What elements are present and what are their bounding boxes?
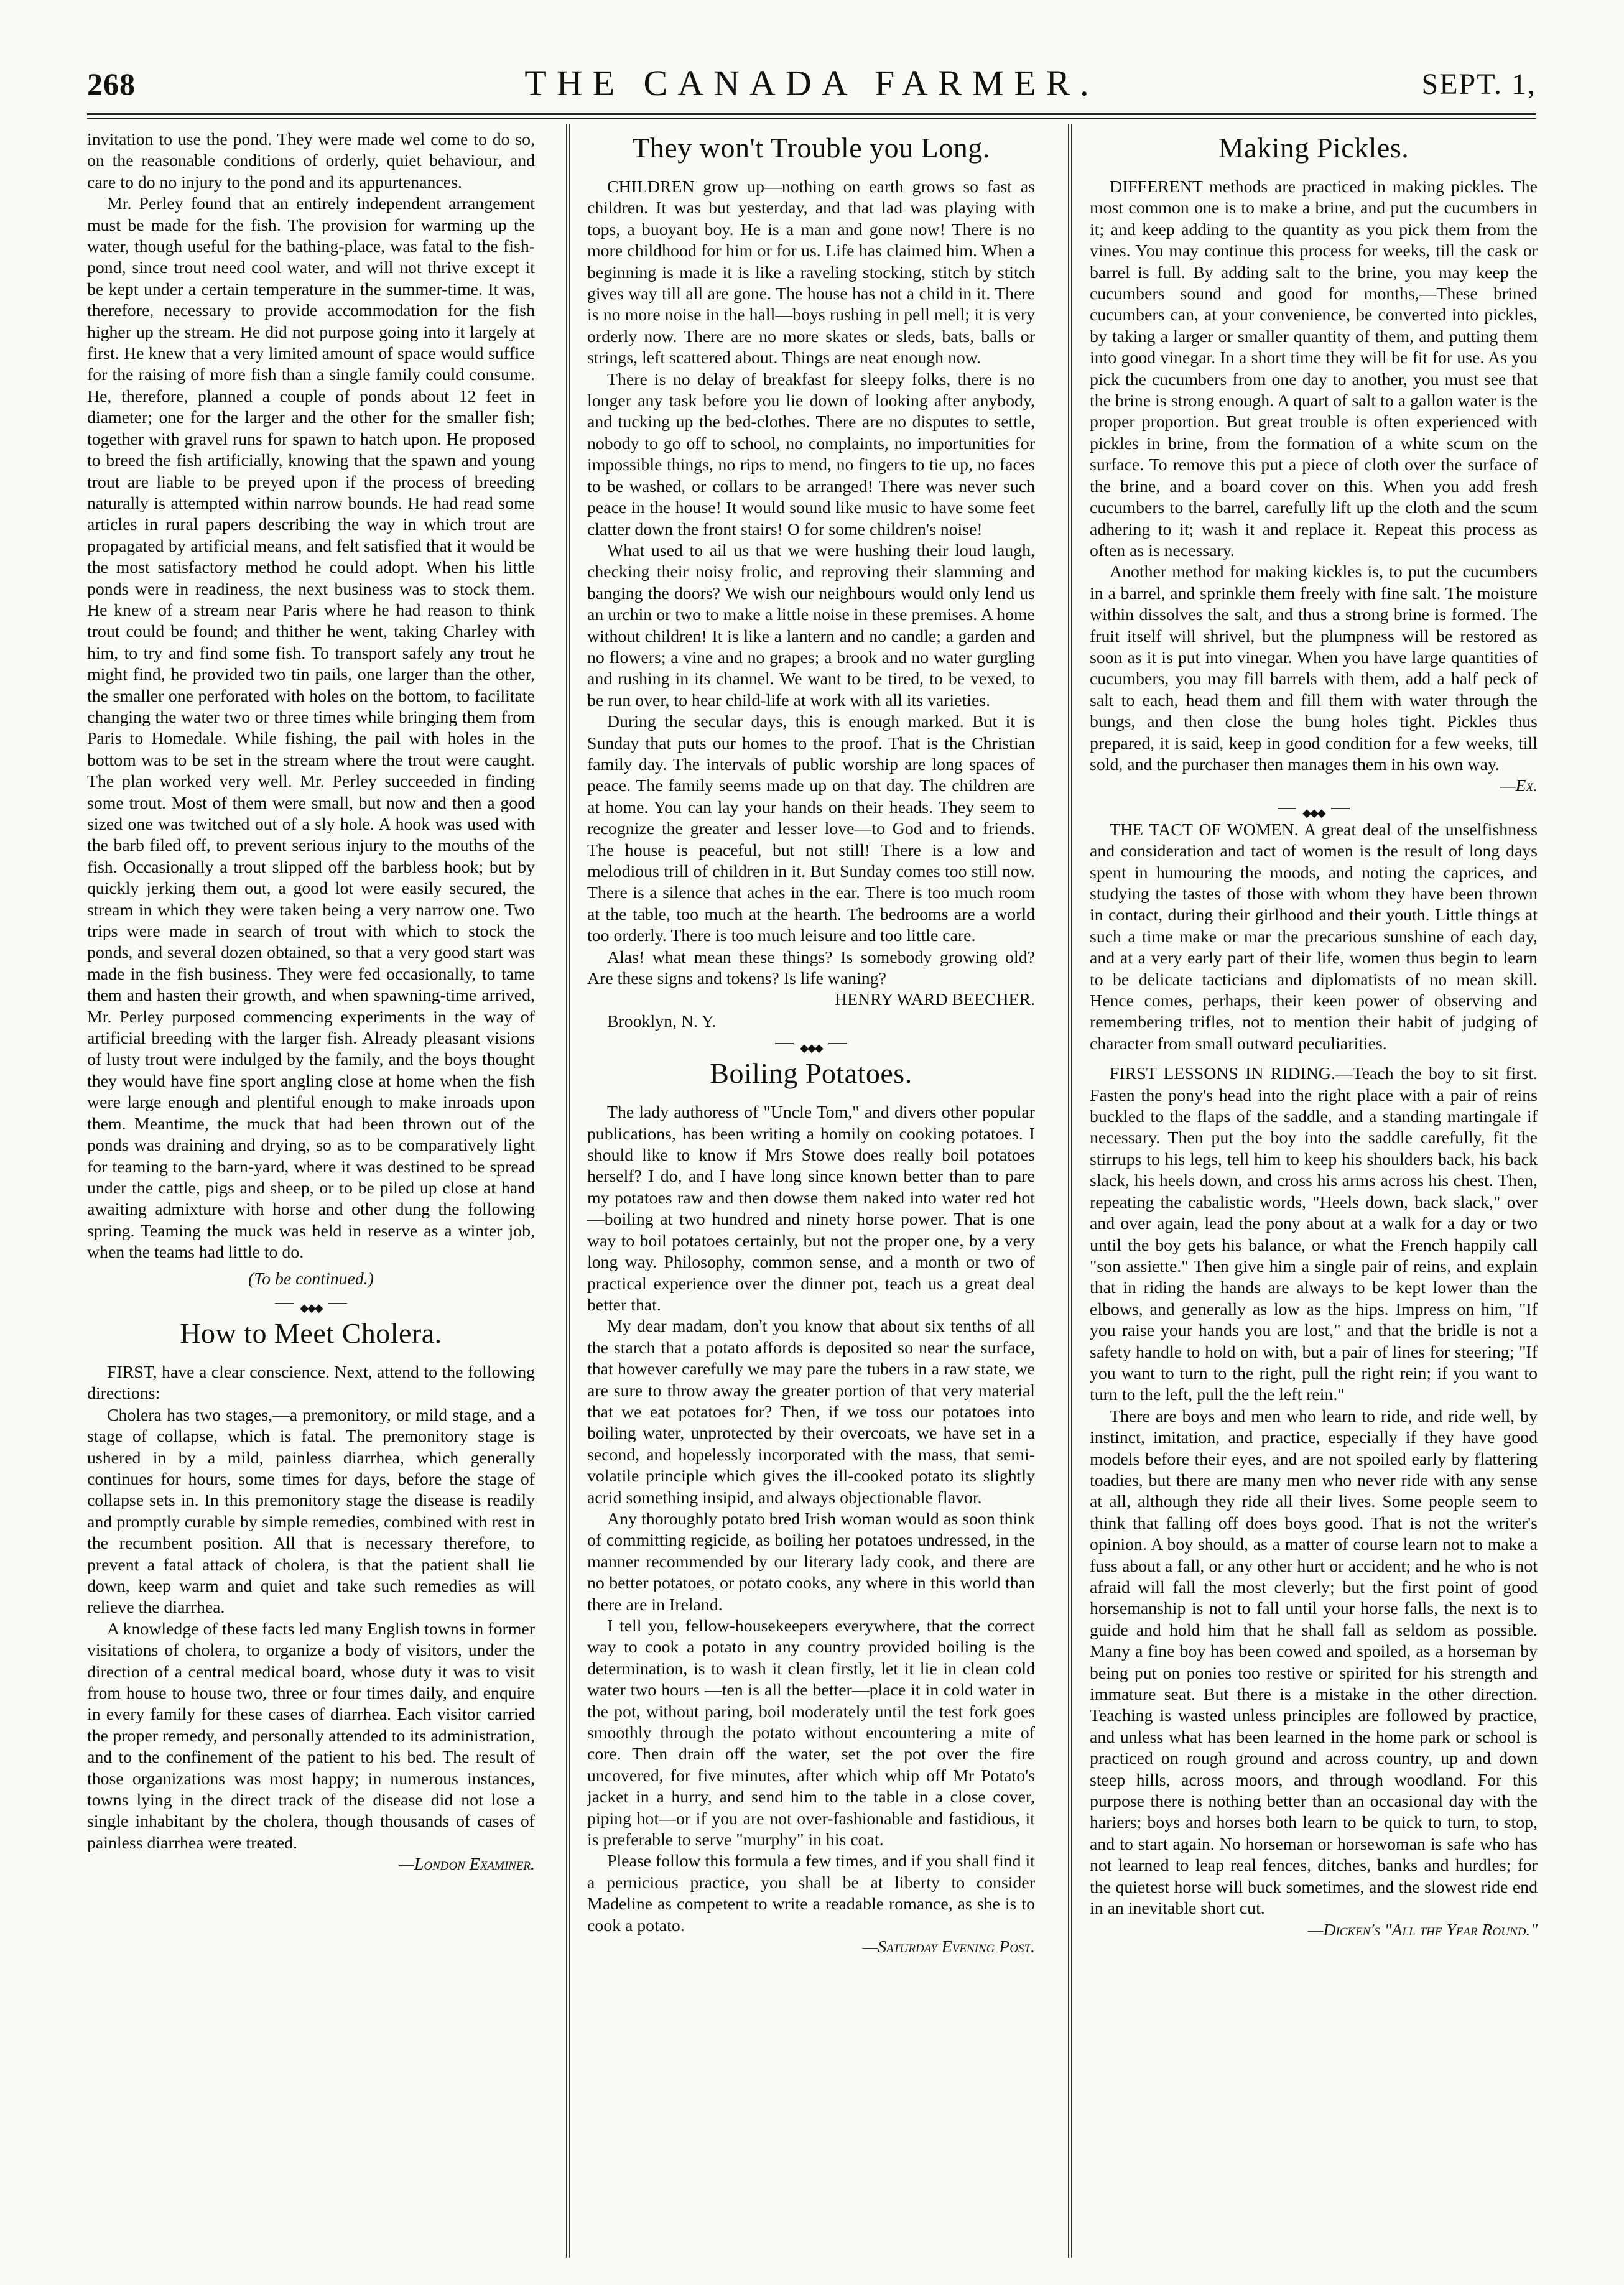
ornament-divider: ◆◆◆ — [87, 1296, 535, 1311]
article-paragraph: CHILDREN grow up—nothing on earth grows so fast as children. It was but yesterday, and that lad was playing with tops, a buoyant boy. He is a man and gone now! There is no more childhood for him or for us. Life has claimed him. When a beginning is made it is like a raveling stocking, stitch by stitch gives way till all are gone. The house has not a child in it. There is no more noise in the hall—boys rushing in pell mell; it is very orderly now. There are no more skates or sleds, bats, balls or strings, left scattered about. Things are neat enough now. — [587, 177, 1035, 368]
column-1 — [87, 129, 535, 1876]
article-paragraph: I tell you, fellow-housekeepers everywhere, that the correct way to cook a potato in any country provided boiling is the determination, is to wash it clean firstly, let it lie in clean cold water two hours —ten is all the better—place it in cold water in the pot, without paring, boil moderately until the test fork goes smoothly through the potato without encountering a mite of core. Then drain off the water, set the pot over the fire uncovered, for five minutes, after which whip off Mr Potato's jacket in a hurry, and send him to the table in a close cover, piping hot—or if you are not over-fashionable and fastidious, it is preferable to serve "murphy" in his coat. — [587, 1616, 1035, 1850]
article-paragraph — [1090, 1064, 1538, 1406]
article-paragraph: Another method for making kickles is, to put the cucumbers in a barrel, and sprinkle them freely with fine salt. The moisture within dissolves the salt, and thus a strong brine is formed. The fruit itself will shrivel, but the plumpness will be restored as soon as it is put into vinegar. When you have large quantities of cucumbers, you may fill barrels with them, add a half peck of salt to each, head them and fill them with water through the bungs, and then close the bung holes tight. Pickles thus prepared, it is said, keep in good condition for a few weeks, till sold, and the purchaser then manages them in his own way. — [1090, 562, 1538, 774]
article-paragraph: Cholera has two stages,—a premonitory, or mild stage, and a stage of collapse, which is fatal. The premonitory stage is ushered in by a mild, painless diarrhea, which generally continues for hours, some times for days, before the stage of collapse sets in. In this premonitory stage the disease is readily and promptly curable by simple remedies, combined with rest in the recumbent position. All that is necessary therefore, to prevent a fatal attack of cholera, is that the patient shall lie down, keep warm and quiet and take such remedies as will relieve the diarrhea. — [87, 1405, 535, 1618]
newspaper-title: THE CANADA FARMER. — [524, 63, 1099, 103]
article-source: —Ex. — [1500, 776, 1538, 796]
heading-pickles: Making Pickles. — [1218, 132, 1409, 164]
article-paragraph: There are boys and men who learn to ride, and ride well, by instinct, imitation, and practice, especially if they have good models before their eyes, and are not spoiled early by flattering toadies, but there are many men who never ride with any sense at all, although they ride all their lives. Some people seem to think that falling off does boys good. That is not the writer's opinion. A boy should, as a matter of course learn not to make a fuss about a fall, or any other hurt or accident; and he who is not afraid will fall the most cleverly; but the first point of good horsemanship is not to fall until your horse falls, the next is to guide and hold him that he shall fall as seldom as possible. Many a fine boy has been cowed and spoiled, as a horseman by being put on ponies too restive or spirited for his strength and immature seat. But there is a mistake in the other direction. Teaching is wasted unless principles are followed by practice, and unless what has been learned in the home park or school is practiced on rough ground and across country, up and down steep hills, across moors, and through woodland. For this purpose there is nothing better than an occasional day with the hariers; boys and horses both learn to be quick to turn, to stop, and to start again. No horseman or horsewoman is safe who has not learned to leap real fences, ditches, banks and hurdles; for the quietest horse will buck sometimes, and the slowest ride end in an inevitable short cut. — [1090, 1406, 1538, 1919]
tact-text: A great deal of the unselfishness and consideration and tact of women is the result of long days spent in humouring the moods, and noting the caprices, and studying the tastes of those with whom they have been thrown in contact, during their girlhood and their youth. Little things at such a time make or mar the precarious sunshine of each day, and at a very early part of their life, women thus begin to learn to be delicate tacticians and diplomatists of no mean skill. Hence comes, perhaps, their keen power of observing and remembering trifles, not to mention their habit of judging of character from small outward peculiarities. — [1090, 820, 1538, 1054]
article-paragraph: There is no delay of breakfast for sleepy folks, there is no longer any task before you lie down of looking after anybody, and tucking up the bed-clothes. There are no disputes to settle, nobody to go off to school, no complaints, no importunities for impossible things, no rips to mend, no fingers to tie up, no faces to be washed, or collars to be arranged! There was never such peace in the house! It would sound like music to have some feet clatter down the front stairs! O for some children's noise! — [587, 369, 1035, 539]
continued-note: (To be continued.) — [248, 1269, 374, 1289]
author-signature: HENRY WARD BEECHER. — [835, 990, 1035, 1010]
article-paragraph: A knowledge of these facts led many English towns in former visitations of cholera, to organize a body of visitors, under the direction of a central medical board, whose duty it was to visit from house to house two, three or four times daily, and enquire in every family for these cases of diarrhea. Each visitor carried the proper remedy, and personally attended to its administration, and to the confinement of the patient to his bed. The result of those organizations was most happy; in numerous instances, towns lying in the direct track of the disease did not lose a single inhabitant by the cholera, though thousands of cases of painless diarrhea were treated. — [87, 1619, 535, 1853]
column-3 — [1090, 129, 1538, 1941]
ornament-divider: ◆◆◆ — [587, 1036, 1035, 1051]
article-paragraph: The lady authoress of "Uncle Tom," and divers other popular publications, has been writing a homily on cooking potatoes. I should like to know if Mrs Stowe does really boil potatoes herself? I do, and I have long since known better than to pare my potatoes raw and then dowse them naked into water red hot—boiling at two hundred and ninety horse power. That is one way to boil potatoes certainly, but not the proper one, by a very long way. Philosophy, common sense, and a month or two of practical experience over the dinner pot, teach us a great deal better that. — [587, 1103, 1035, 1315]
article-paragraph: FIRST, have a clear conscience. Next, attend to the following directions: — [87, 1362, 535, 1404]
article-paragraph: invitation to use the pond. They were made wel come to do so, on the reasonable conditions of orderly, quiet behaviour, and care to do no injury to the pond and its appurtenances. — [87, 130, 535, 192]
heading-potatoes: Boiling Potatoes. — [710, 1057, 912, 1090]
article-paragraph — [1090, 820, 1538, 1055]
runin-heading-tact: THE TACT OF WOMEN. — [1110, 820, 1299, 840]
article-paragraph: Please follow this formula a few times, and if you shall find it a pernicious practice, you shall be at liberty to consider Madeline as competent to write a readable romance, as she is to cook a potato. — [587, 1852, 1035, 1935]
issue-date: SEPT. 1, — [1421, 68, 1536, 101]
column-2 — [587, 129, 1035, 1958]
heading-trouble: They won't Trouble you Long. — [632, 132, 990, 164]
article-source: —Dicken's "All the Year Round." — [1307, 1920, 1538, 1940]
masthead-rule — [87, 113, 1536, 119]
article-paragraph: My dear madam, don't you know that about six tenths of all the starch that a potato affords is deposited so near the surface, that however carefully we may pare the tubers in a raw state, we are sure to throw away the greater portion of that very material that we eat potatoes for? Then, if we toss our potatoes into boiling water, unprotected by their overcoats, we have set in a second, and hopelessly incorporated with the mass, that semi-volatile principle which gives the ill-cooked potato its slightly acrid something insipid, and always objectionable flavor. — [587, 1317, 1035, 1508]
article-source: —London Examiner. — [399, 1855, 535, 1875]
column-rule — [566, 124, 567, 2258]
ornament-divider: ◆◆◆ — [1090, 801, 1538, 816]
masthead — [87, 60, 1536, 108]
article-paragraph: Any thoroughly potato bred Irish woman would as soon think of committing regicide, as boiling her potatoes undressed, in the manner recommended by our literary lady cook, and there are no better potatoes, or potato cooks, any where in this world than there are in Ireland. — [587, 1509, 1035, 1615]
article-paragraph: During the secular days, this is enough marked. But it is Sunday that puts our homes to the proof. That is the Christian family day. The intervals of public worship are long spaces of peace. The family seems made up on that day. The children are at home. You can lay your hands on their heads. They seem to recognize the greater and lesser love—to God and to friends. The house is peaceful, but not still! There is a low and melodious trill of children in it. But Sunday comes too still now. There is a silence that aches in the ear. There is too much room at the table, too much at the hearth. The bedrooms are a world too orderly. There is too much leisure and too little care. — [587, 712, 1035, 946]
runin-heading-riding: FIRST LESSONS IN RIDING. — [1110, 1064, 1335, 1084]
heading-cholera: How to Meet Cholera. — [180, 1317, 442, 1349]
article-paragraph: What used to ail us that we were hushing their loud laugh, checking their noisy frolic, and reproving their slamming and banging the doors? We wish our neighbours would only lend us an urchin or two to make a little noise in these premises. A home without children! It is like a lantern and no candle; a garden and no flowers; a vine and no grapes; a brook and no water gurgling and rushing in its channel. We want to be tired, to be vexed, to be run over, to hear child-life at work with all its varieties. — [587, 540, 1035, 710]
dateline-place: Brooklyn, N. Y. — [607, 1011, 717, 1031]
article-paragraph: Mr. Perley found that an entirely independent arrangement must be made for the fish. The provision for warming up the water, though useful for the bathing-place, was fatal to the fish-pond, since trout need cool water, and will not thrive except it be kept under a certain temperature in the summer-time. It was, therefore, necessary to provide accommodation for the fish higher up the stream. He did not purpose going into it largely at first. He knew that a very limited amount of space would suffice for the raising of more fish than a single family could consume. He, therefore, planned a couple of ponds about 12 feet in diameter; one for the larger and the other for the smaller fish; together with gravel runs for spawn to hatch upon. He proposed to breed the fish artificially, knowing that the spawn and young trout are liable to be preyed upon if the process of breeding naturally is attempted within narrow bounds. He had read some articles in rural papers describing the way in which trout are propagated by artificial means, and felt satisfied that it would be the most satisfactory method he could adopt. When his little ponds were in readiness, the next business was to stock them. He knew of a stream near Paris where he had reason to think trout could be found; and thither he went, taking Charley with him, to try and find some fish. To transport safely any trout he might find, he provided two tin pails, one larger than the other, the smaller one perforated with holes on the bottom, to facilitate changing the water two or three times while bringing them from Paris to Homedale. While fishing, the pail with holes in the bottom was to be set in the stream where the trout were caught. The plan worked very well. Mr. Perley succeeded in finding some trout. Most of them were small, but now and then a good sized one was twitched out of a sly hole. A hook was used with the barb filed off, to prevent serious injury to the mouths of the fish. Occasionally a trout slipped off the barbless hook; but by quickly jerking them out, a good lot were easily secured, the stream in which they were taken being a very narrow one. Two trips were made in search of trout with which to stock the ponds, and several dozen obtained, so that a very good start was made in the fish business. They were fed occasionally, to tame them and hasten their growth, and when spawning-time arrived, Mr. Perley purposed commencing experiments in the way of artificial breeding with the larger fish. Already pleasant visions of lusty trout were indulged by the family, and the boys thought they would have fine sport angling close at home when the fish were large enough and plentiful enough to make inroads upon them. Meantime, the muck that had been thrown out of the ponds was draining and drying, so as to be comparatively light for teaming to the barn-yard, where it was destined to be spread under the cattle, pigs and sheep, or to be piled up close at hand awaiting admixture with horse and other dung the following spring. Teaming the muck was held in reserve as a winter job, when the teams had little to do. — [87, 194, 535, 1263]
article-source: —Saturday Evening Post. — [862, 1937, 1035, 1957]
article-paragraph: DIFFERENT methods are practiced in making pickles. The most common one is to make a brine, and put the cucumbers in it; and keep adding to the quantity as you pick them from the vines. You may continue this process for weeks, till the cask or barrel is full. By adding salt to the brine, you may keep the cucumbers sound and good for months,—These brined cucumbers can, at your convenience, be converted into pickles, by taking a larger or smaller quantity of them, and putting them into good vinegar. In a short time they will be fit for use. As you pick the cucumbers from one day to another, you must see that the brine is strong enough. A quart of salt to a gallon water is the proper proportion. But great trouble is often experienced with pickles in brine, from the formation of a white scum on the surface. To remove this put a piece of cloth over the surface of the brine, and a board cover on this. When you add fresh cucumbers to the barrel, carefully lift up the cloth and the scum adhering to it; wash it and replace it. Repeat this process as often as is necessary. — [1090, 177, 1538, 560]
article-paragraph: Alas! what mean these things? Is somebody growing old? Are these signs and tokens? Is life waning? — [587, 947, 1035, 989]
riding-text: —Teach the boy to sit first. Fasten the pony's head into the right place with a pair of reins buckled to the flaps of the saddle, and a standing martingale if necessary. Then put the boy into the saddle carefully, fit the stirrups to his legs, tell him to keep his shoulders back, his back slack, his heels down, and cross his arms across his chest. Then, repeating the cabalistic words, "Heels down, back slack," over and over again, lead the pony about at a walk for a day or two until the boy gets his balance, or what the French happily call "son assiette." Then give him a single pair of reins, and explain that in riding the hands are always to be kept lower than the elbows, and generally as low as the hips. Impress on him, "If you raise your hands you are lost," and that the bridle is not a safety handle to hold on with, but a pair of lines for steering; "If you want to turn to the right, pull the right rein; if you want to turn to the left, pull the the left rein." — [1090, 1064, 1538, 1405]
column-rule — [1068, 124, 1069, 2258]
page-number: 268 — [87, 67, 136, 101]
